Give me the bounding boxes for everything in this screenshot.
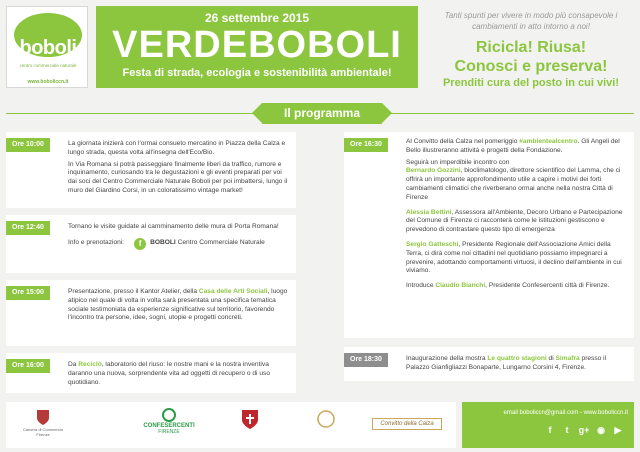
sponsor-sublabel: FIRENZE [158,429,180,435]
text-span: Inaugurazione della mostra [406,355,488,362]
artist-name: Simafra [555,355,580,362]
sponsor-angeli-bello[interactable] [314,408,338,431]
sponsor-label: Convitto della Calza [372,418,442,430]
text-span: Da [68,361,79,368]
text-span: di [546,355,556,362]
facebook-icon[interactable]: f [548,425,552,435]
event-time: Ore 10:00 [6,138,50,152]
speaker-name: Alessia Bettini [406,208,452,216]
confesercenti-icon [160,408,178,422]
instagram-icon[interactable]: ◉ [597,425,605,435]
facebook-icon[interactable]: f [134,238,146,250]
event-description [68,361,290,390]
sponsor-logos [6,402,456,448]
text-span: , luogo atipico nel quale di volta in volta sarà presentata una specifica tematica sociale testimoniata da esperienze significative sul territorio, favorendo l'incontro tra persone, idee, sogni, utopie e progetti concreti. [68,288,288,322]
event-1630 [344,132,634,338]
event-description [406,138,628,294]
hashtag: #ambientealcentro [519,138,578,145]
event-date: 26 settembre 2015 [204,11,310,25]
tagline [426,10,636,89]
program-title: Il programma [262,103,382,124]
event-description [68,140,290,199]
event-paragraph: Tornano le visite guidate al camminamento delle mura di Porta Romana! [68,223,279,230]
event-paragraph: In Via Romana si potrà passeggiare finalmente liberi da traffico, rumore e inquinamento, curiosando tra le degustazioni e gli eventi preparati per voi dai soci del Centro Commerciale Naturale Boboli per poi imbattersi, lungo il muro del Giardino Corsi, in un coloratissimo vintage market! [68,160,288,194]
sponsor-comune[interactable] [238,408,262,431]
google-plus-icon[interactable]: g+ [578,425,590,435]
text-span: Presentazione, presso il Kantor Atelier, della [68,288,199,295]
event-title: VERDEBOBOLI [112,24,402,66]
highlight-name: Casa delle Arti Sociali [198,288,268,295]
text-span: , Presidente Confesercenti città di Firenze. [485,282,610,290]
logo-url[interactable]: www.boboliccn.it [27,79,69,85]
logo-subtitle: centro commerciale naturale [19,63,77,68]
event-description [406,355,628,376]
text-span: , laboratorio del riuso: le nostre mani e la nostra inventiva daranno una nuova, sorprendente vita ad oggetti di recupero o di uso quotidiano. [68,361,270,386]
event-time: Ore 18:30 [344,353,388,367]
sponsor-confesercenti[interactable] [134,408,204,435]
event-time: Ore 16:30 [344,138,388,152]
event-time: Ore 12:40 [6,221,50,235]
sponsor-label: CONFESERCENTI [143,423,195,429]
logo-word: boboli [19,37,77,59]
facebook-page-rest: Centro Commerciale Naturale [175,239,265,247]
speaker-name: Bernardo Gozzini [406,167,461,175]
tagline-intro: Tanti spunti per vivere in modo più consapevole i cambiamenti in atto intorno a noi! [444,11,618,31]
twitter-icon[interactable]: t [565,425,569,435]
text-span: , Assessora all'Ambiente, Decoro Urbano e Partecipazione del Comune di Firenze ci racconterà come le istituzioni gestiscono e prevedono di contrastare questo tipo di emergenza [406,208,623,234]
text-span: , bioclimatologo, direttore scientifico del Lamma, che ci offrirà un importante approfondimento utile a capire i motivi dei forti cambiamenti climatici che riverberano ormai anche nella nostra Città di Firenze [406,167,621,201]
header [0,0,640,96]
facebook-page-name: BOBOLI [150,239,176,247]
speaker-name: Claudio Bianchi [435,282,486,290]
text-span: presso il Palazzo Gianfigliazzi Bonaparte, Lungarno Corsini 4, Firenze. [406,355,607,371]
event-description [68,223,290,250]
tagline-line2: Conosci e preserva! [454,58,608,75]
city-crest-icon [241,408,259,430]
text-span: Introduce [406,282,436,290]
seal-icon [317,408,335,430]
event-paragraph: La giornata inizierà con l'ormai consueto mercatino in Piazza della Calza e lungo strada, questa volta all'insegna dell'Eco/Bio. [68,140,286,156]
event-time: Ore 15:00 [6,286,50,300]
event-1830 [344,347,634,381]
exhibition-title: Le quattro stagioni [487,355,547,362]
text-span: , Presidente Regionale dell'Associazione Amici della Terra, ci dirà come noi cittadini nel quotidiano possiamo impegnarci a prevenire, adottando comportamenti virtuosi, il declino dell'ambiente in cui viviamo. [406,240,622,275]
event-time: Ore 16:00 [6,359,50,373]
event-1000 [6,132,296,208]
info-line [68,238,290,250]
highlight-name: Reciclò [78,361,102,368]
event-1600 [6,353,296,393]
tagline-line1: Ricicla! Riusa! [475,39,587,56]
hero-banner [96,6,418,88]
event-1500 [6,280,296,346]
social-icons [544,425,624,436]
facebook-page-link[interactable] [150,239,265,248]
event-subtitle: Festa di strada, ecologia e sostenibilità ambientale! [122,67,392,79]
text-span: Seguirà un imperdibile incontro con [406,158,510,166]
speaker-name: Sergio Gatteschi [406,240,459,248]
boboli-logo[interactable] [6,6,88,88]
text-span: . Gli Angeli del Bello illustreranno attività e progetti della Fondazione. [406,138,620,154]
sponsor-camera-commercio[interactable] [20,408,66,437]
contact-box [462,402,634,448]
contact-email[interactable]: email boboliccn@gmail.com - www.boboliccn.it [503,410,628,416]
sponsor-convitto-calza[interactable] [372,418,442,430]
sponsor-label: Camera di Commercio Firenze [22,427,63,437]
text-span: Al Convitto della Calza nel pomeriggio [406,138,520,145]
event-description [68,288,290,326]
crest-icon [35,408,51,426]
youtube-icon[interactable]: ▶ [614,425,622,435]
event-1240 [6,215,296,273]
info-label: Info e prenotazioni: [68,239,125,247]
tagline-line3: Prenditi cura del posto in cui vivi! [442,77,620,89]
